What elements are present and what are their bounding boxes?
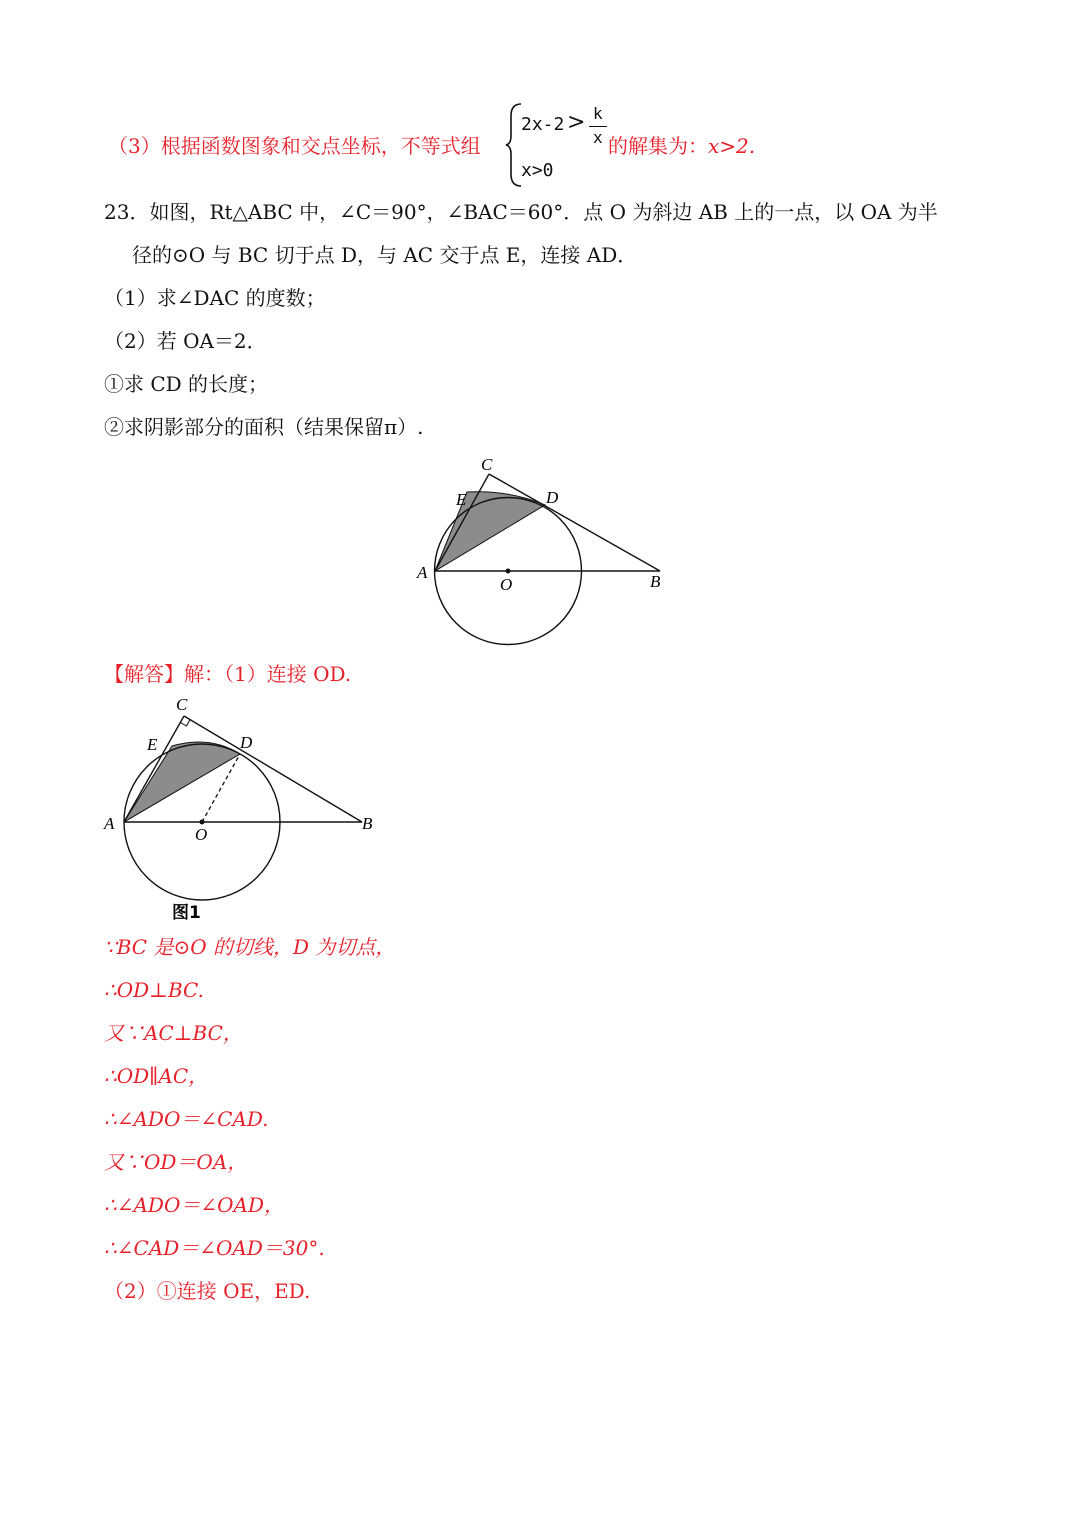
inequality-system: [505, 100, 615, 190]
question-2b: ②求阴影部分的面积（结果保留π）.: [104, 415, 424, 439]
solution-step-3: 又∵AC⊥BC，: [104, 1021, 243, 1045]
part3-answer: x>2.: [708, 134, 756, 158]
geometry-figure-1: [100, 690, 390, 930]
solution-step-7: ∴∠ADO＝∠OAD，: [104, 1193, 284, 1217]
center-point-fig1: [200, 820, 205, 825]
solution-step-8: ∴∠CAD＝∠OAD＝30°.: [104, 1236, 325, 1260]
ineq2: x>0: [521, 160, 554, 181]
part3-suffix-text: 的解集为：: [608, 134, 708, 158]
ineq1-lhs: 2x-2: [521, 114, 565, 135]
problem23-line1: 23．如图，Rt△ABC 中，∠C＝90°，∠BAC＝60°．点 O 为斜边 AB 上的一点，以 OA 为半: [104, 200, 938, 224]
center-point: [506, 569, 511, 574]
solution-step-2: ∴OD⊥BC.: [104, 978, 204, 1002]
part3-suffix: [608, 132, 755, 160]
question-2: （2）若 OA＝2．: [104, 329, 267, 353]
solution-intro: [104, 660, 351, 688]
label-d-fig1: D: [240, 733, 253, 752]
geometry-figure-main: [400, 450, 690, 650]
label-b-fig1: B: [362, 814, 373, 833]
ineq1-op: >: [567, 110, 586, 135]
label-a-fig1: A: [104, 814, 115, 833]
ineq1-frac-den: x: [593, 128, 603, 147]
solution-step-5: ∴∠ADO＝∠CAD.: [104, 1107, 269, 1131]
part3-prefix: （3）根据函数图象和交点坐标，不等式组: [108, 134, 481, 158]
label-o-fig1: O: [195, 825, 208, 844]
question-2a: ①求 CD 的长度；: [104, 372, 269, 396]
label-c-fig1: C: [176, 695, 188, 714]
problem23-line2: 径的⊙O 与 BC 切于点 D，与 AC 交于点 E，连接 AD．: [132, 243, 638, 267]
label-d: D: [546, 488, 559, 507]
label-e-fig1: E: [147, 735, 158, 754]
label-o: O: [500, 575, 513, 594]
shaded-region: [435, 492, 545, 571]
solution-header: 【解答】: [104, 662, 184, 686]
question-1: （1）求∠DAC 的度数；: [104, 286, 326, 310]
ineq1-frac-num: k: [593, 104, 603, 123]
solution-step-9: （2）①连接 OE，ED.: [104, 1279, 311, 1303]
shaded-region-fig1: [124, 742, 240, 822]
label-c: C: [481, 455, 493, 474]
label-a: A: [417, 563, 428, 582]
label-b: B: [650, 572, 661, 591]
solution-step-6: 又∵OD＝OA，: [104, 1150, 248, 1174]
solution-step-1: ∵BC 是⊙O 的切线，D 为切点，: [104, 935, 396, 959]
figure-caption: 图1: [172, 903, 201, 923]
label-e: E: [456, 490, 467, 509]
solution-step-4: ∴OD∥AC，: [104, 1064, 209, 1088]
solution-intro-text: 解：（1）连接 OD.: [184, 662, 352, 686]
fraction-bar: [589, 126, 607, 127]
